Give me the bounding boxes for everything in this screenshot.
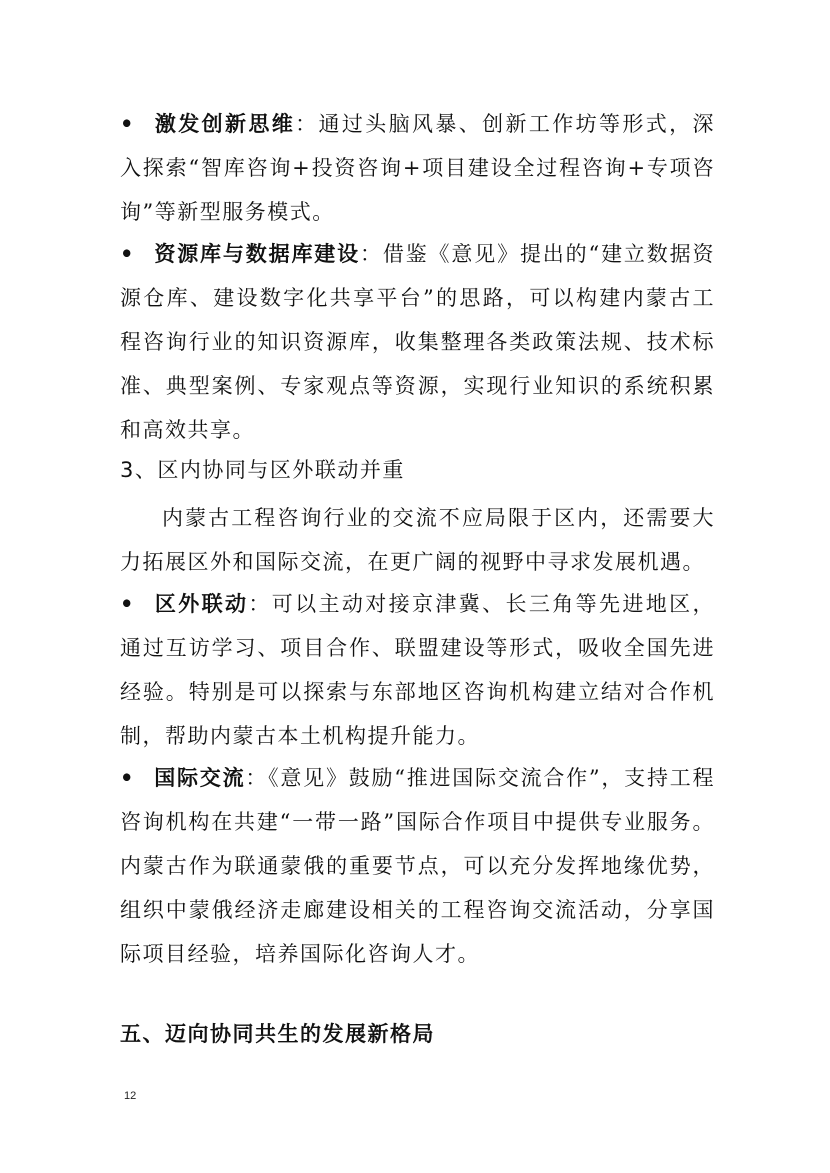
- bullet-text: ：可以主动对接京津冀、长三角等先进地区，通过互访学习、项目合作、联盟建设等形式，吸收全国先进经验。特别是可以探索与东部地区咨询机构建立结对合作机制，帮助内蒙古本土机构提升能力。: [120, 592, 715, 748]
- bullet-title: 国际交流: [154, 766, 246, 790]
- chapter-heading: 五、迈向协同共生的发展新格局: [120, 1022, 435, 1046]
- bullet-icon: •: [120, 111, 135, 136]
- bullet-title: 区外联动: [154, 592, 249, 616]
- page-number: 12: [124, 1090, 137, 1102]
- bullet-icon: •: [120, 591, 135, 616]
- bullet-item-international: [120, 756, 715, 976]
- bullet-text: ：通过头脑风暴、创新工作坊等形式，深入探索“智库咨询+投资咨询+项目建设全过程咨询+专项咨询”等新型服务模式。: [120, 112, 715, 224]
- bullet-title: 激发创新思维: [154, 112, 296, 136]
- bullet-title: 资源库与数据库建设: [154, 242, 360, 266]
- bullet-text: ：《意见》鼓励“推进国际交流合作”，支持工程咨询机构在共建“一带一路”国际合作项目中提供专业服务。内蒙古作为联通蒙俄的重要节点，可以充分发挥地缘优势，组织中蒙俄经济走廊建设相关的工程咨询交流活动，分享国际项目经验，培养国际化咨询人才。: [120, 766, 715, 966]
- bullet-item-external: [120, 582, 715, 758]
- section-paragraph: 内蒙古工程咨询行业的交流不应局限于区内，还需要大力拓展区外和国际交流，在更广阔的视野中寻求发展机遇。: [120, 506, 715, 574]
- section-heading: 3、区内协同与区外联动并重: [120, 458, 405, 482]
- bullet-icon: •: [120, 241, 135, 266]
- bullet-icon: •: [120, 765, 135, 790]
- bullet-text: ：借鉴《意见》提出的“建立数据资源仓库、建设数字化共享平台”的思路，可以构建内蒙古工程咨询行业的知识资源库，收集整理各类政策法规、技术标准、典型案例、专家观点等资源，实现行业知识的系统积累和高效共享。: [120, 242, 715, 442]
- bullet-item-innovation: [120, 102, 715, 234]
- bullet-item-database: [120, 232, 715, 452]
